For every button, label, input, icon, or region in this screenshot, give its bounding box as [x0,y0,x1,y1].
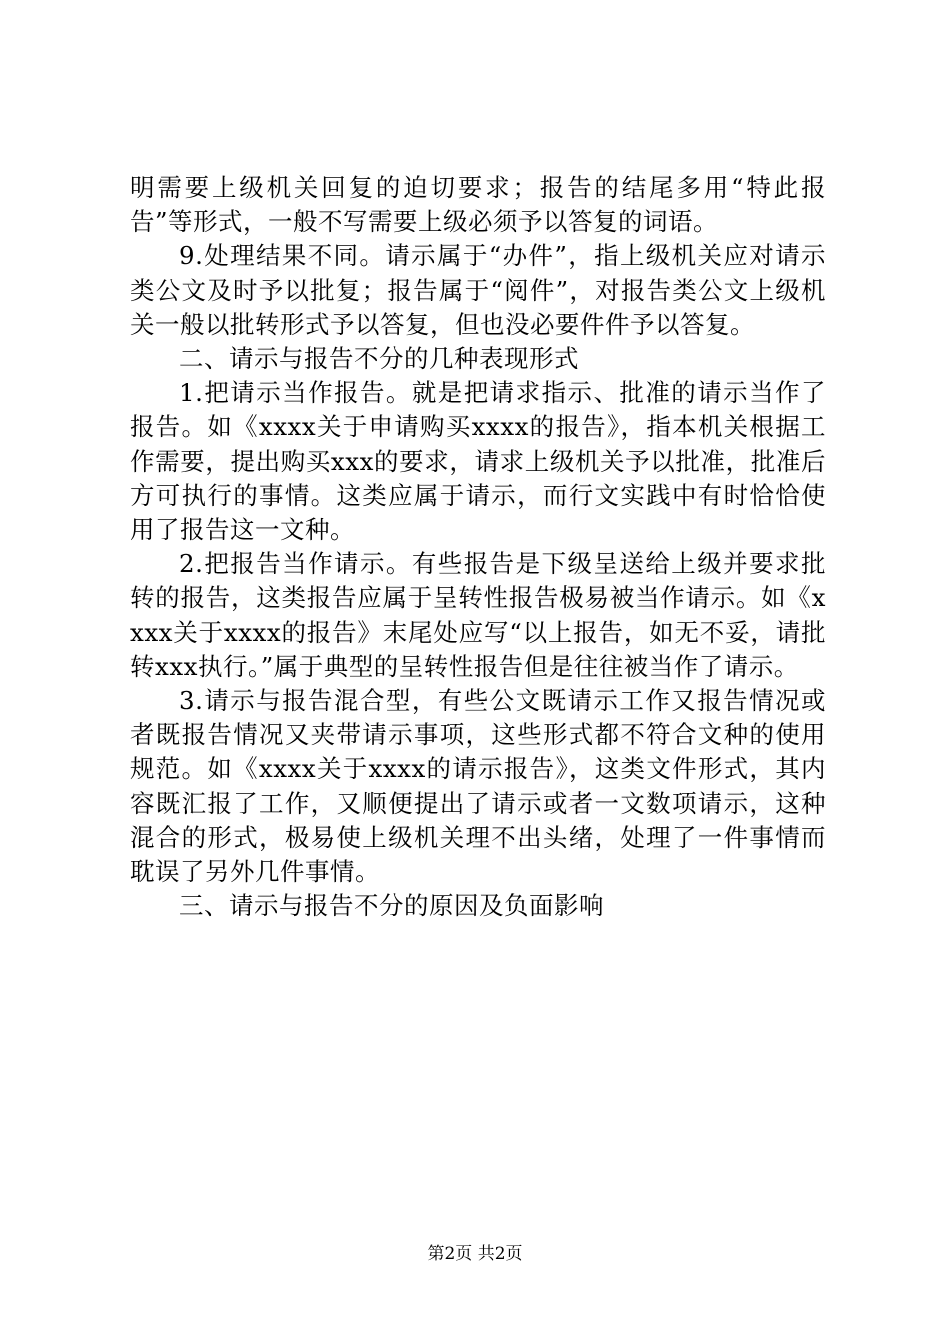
paragraph-point-1: 1.把请示当作报告。就是把请求指示、批准的请示当作了报告。如《xxxx关于申请购买xxxx的报告》，指本机关根据工作需要，提出购买xxx的要求，请求上级机关予以批准，批准后方可执行的事情。这类应属于请示，而行文实践中有时恰恰使用了报告这一文种。 [130,378,826,545]
page-footer: 第2页 共2页 [427,1244,523,1264]
section-heading-2: 二、请示与报告不分的几种表现形式 [179,344,579,374]
paragraph-point-3: 3.请示与报告混合型，有些公文既请示工作又报告情况或者既报告情况又夹带请示事项，这些形式都不符合文种的使用规范。如《xxxx关于xxxx的请示报告》，这类文件形式，其内容既汇报了工作，又顺便提出了请示或者一文数项请示，这种混合的形式，极易使上级机关理不出头绪，处理了一件事情而耽误了另外几件事情。 [130,686,826,887]
paragraph-continuation: 明需要上级机关回复的迫切要求；报告的结尾多用“特此报告”等形式，一般不写需要上级必须予以答复的词语。 [130,173,826,237]
section-heading-3: 三、请示与报告不分的原因及负面影响 [179,891,604,921]
paragraph-point-2: 2.把报告当作请示。有些报告是下级呈送给上级并要求批转的报告，这类报告应属于呈转性报告极易被当作请示。如《xxxx关于xxxx的报告》末尾处应写“以上报告，如无不妥，请批转xxx执行。”属于典型的呈转性报告但是往往被当作了请示。 [130,549,826,681]
paragraph-point-9: 9.处理结果不同。请示属于“办件”，指上级机关应对请示类公文及时予以批复；报告属于“阅件”，对报告类公文上级机关一般以批转形式予以答复，但也没必要件件予以答复。 [130,241,826,339]
document-body [130,171,826,923]
